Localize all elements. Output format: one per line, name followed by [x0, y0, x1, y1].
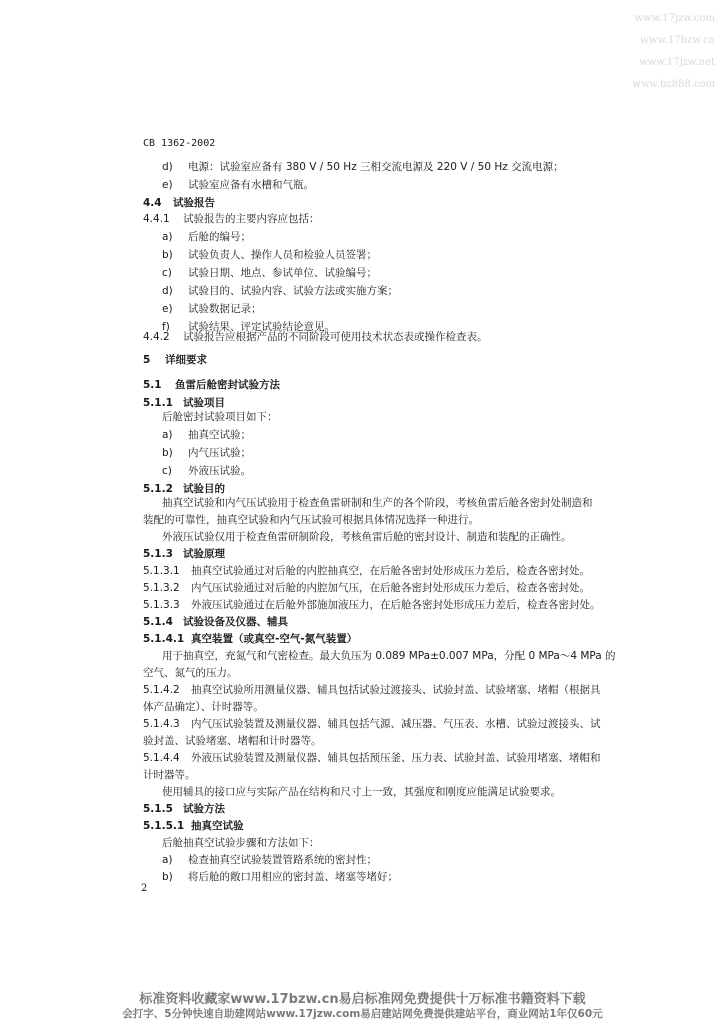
clause-number: 5.1.5.1: [143, 820, 185, 832]
clause-number: 5.1.4.2: [143, 684, 180, 696]
text-line: [143, 378, 280, 392]
clause-number: d): [162, 161, 173, 173]
text-line: [162, 230, 251, 244]
text-line: [162, 464, 251, 478]
clause-text: 抽真空试验和内气压试验用于检查鱼雷研制和生产的各个阶段，考核鱼雷后舱各密封处制造和: [162, 497, 593, 509]
clause-text: 后舱密封试验项目如下：: [162, 411, 278, 423]
text-line: [162, 160, 564, 174]
text-line: [143, 547, 225, 561]
text-line: [162, 178, 314, 192]
text-line: [162, 446, 251, 460]
clause-text: 用于抽真空，充氮气和气密检查。最大负压为 0.089 MPa±0.007 MPa，分配 0 MPa～4 MPa 的: [162, 650, 616, 662]
clause-text: 试验报告应根据产品的不同阶段可使用技术状态表或操作检查表。: [183, 331, 488, 343]
text-line: [143, 564, 590, 578]
footer-line-1[interactable]: 标准资料收藏家www.17bzw.cn易启标准网免费提供十万标准书籍资料下载: [139, 992, 586, 1007]
text-line: [162, 496, 593, 510]
text-line: [162, 853, 377, 867]
footer-line-2[interactable]: 会打字、5分钟快速自助建网站www.17jzw.com易启建站网免费提供建站平台，商业网站1年仅60元: [122, 1008, 603, 1020]
clause-number: 5.1.3: [143, 548, 173, 560]
watermark-line: www.bz888.com: [632, 79, 715, 90]
text-line: [143, 482, 225, 496]
clause-text: 试验项目: [183, 397, 225, 409]
clause-text: 后舱的编号；: [188, 231, 251, 243]
text-line: [143, 666, 238, 680]
clause-number: 5.1.2: [143, 483, 173, 495]
text-line: [162, 302, 262, 316]
clause-text: 试验设备及仪器、辅具: [183, 616, 288, 628]
clause-text: 真空装置（或真空-空气-氮气装置）: [191, 633, 358, 645]
text-line: [143, 196, 215, 210]
clause-number: b): [162, 447, 173, 459]
text-line: [162, 530, 572, 544]
clause-text: 试验目的: [183, 483, 225, 495]
clause-number: f): [162, 321, 170, 333]
clause-text: 试验负责人、操作人员和检验人员签署；: [188, 249, 377, 261]
clause-number: e): [162, 179, 173, 191]
clause-number: 5.1.3.3: [143, 599, 180, 611]
text-line: [162, 410, 278, 424]
clause-text: 装配的可靠性，抽真空试验和内气压试验可根据具体情况选择一种进行。: [143, 514, 479, 526]
text-line: [162, 428, 251, 442]
clause-number: b): [162, 249, 173, 261]
clause-text: 内气压试验通过对后舱的内腔加气压，在后舱各密封处形成压力差后，检查各密封处。: [191, 582, 590, 594]
text-line: [162, 870, 398, 884]
text-line: [143, 819, 244, 833]
clause-number: c): [162, 267, 172, 279]
text-line: [143, 632, 357, 646]
clause-text: 抽真空试验: [191, 820, 244, 832]
clause-text: 抽真空试验所用测量仪器、辅具包括试验过渡接头、试验封盖、试验堵塞、堵帽（根据具: [191, 684, 601, 696]
clause-number: 4.4: [143, 197, 162, 209]
clause-text: 后舱抽真空试验步骤和方法如下：: [162, 837, 320, 849]
text-line: [162, 785, 561, 799]
clause-text: 体产品确定）、计时器等。: [143, 701, 264, 713]
text-line: [162, 284, 398, 298]
watermark: [632, 8, 715, 96]
text-line: [143, 700, 264, 714]
clause-text: 验封盖、试验堵塞、堵帽和计时器等。: [143, 735, 322, 747]
clause-number: b): [162, 871, 173, 883]
clause-text: 试验报告的主要内容应包括：: [183, 213, 320, 225]
watermark-line: www.17bzw.cn: [640, 35, 715, 46]
text-line: [162, 266, 377, 280]
clause-text: 外液压试验装置及测量仪器、辅具包括预压釜、压力表、试验封盖、试验用堵塞、堵帽和: [191, 752, 601, 764]
clause-number: 5.1.4.1: [143, 633, 185, 645]
clause-number: 5.1.3.1: [143, 565, 180, 577]
clause-text: 试验原理: [183, 548, 225, 560]
clause-number: 4.4.2: [143, 331, 170, 343]
clause-number: 5.1.4: [143, 616, 173, 628]
clause-number: 5.1.5: [143, 803, 173, 815]
text-line: [143, 598, 601, 612]
text-line: [143, 717, 601, 731]
text-line: [143, 513, 479, 527]
text-line: [162, 836, 320, 850]
clause-number: a): [162, 231, 173, 243]
clause-number: c): [162, 465, 172, 477]
text-line: [143, 683, 601, 697]
clause-number: 5.1.1: [143, 397, 173, 409]
text-line: [162, 248, 377, 262]
text-line: [143, 581, 590, 595]
clause-text: 检查抽真空试验装置管路系统的密封性；: [188, 854, 377, 866]
watermark-line: www.17jzw.net: [639, 57, 715, 68]
text-line: [143, 330, 488, 344]
clause-text: 详细要求: [165, 354, 207, 366]
text-line: [143, 734, 322, 748]
clause-text: 试验日期、地点、参试单位、试验编号；: [188, 267, 377, 279]
text-line: [143, 615, 288, 629]
text-line: [143, 768, 196, 782]
clause-number: d): [162, 285, 173, 297]
clause-text: 外液压试验。: [188, 465, 251, 477]
clause-text: 鱼雷后舱密封试验方法: [175, 379, 280, 391]
clause-number: a): [162, 429, 173, 441]
text-line: [143, 396, 225, 410]
text-line: [162, 649, 616, 663]
clause-text: 内气压试验装置及测量仪器、辅具包括气源、减压器、气压表、水槽、试验过渡接头、试: [191, 718, 601, 730]
clause-text: 将后舱的敞口用相应的密封盖、堵塞等堵好；: [188, 871, 398, 883]
clause-text: 电源：试验室应备有 380 V / 50 Hz 三相交流电源及 220 V / 50 Hz 交流电源；: [188, 161, 564, 173]
clause-text: 试验目的、试验内容、试验方法或实施方案；: [188, 285, 398, 297]
clause-text: 计时器等。: [143, 769, 196, 781]
clause-number: 5.1.4.4: [143, 752, 180, 764]
clause-number: 5: [143, 354, 151, 366]
clause-number: e): [162, 303, 173, 315]
text-line: [143, 353, 207, 367]
clause-text: 空气、氮气的压力。: [143, 667, 238, 679]
clause-number: a): [162, 854, 173, 866]
document-code-header: CB 1362-2002: [143, 138, 216, 149]
clause-text: 试验数据记录；: [188, 303, 262, 315]
clause-text: 抽真空试验；: [188, 429, 251, 441]
clause-text: 外液压试验仅用于检查鱼雷研制阶段，考核鱼雷后舱的密封设计、制造和装配的正确性。: [162, 531, 572, 543]
clause-text: 试验室应备有水槽和气瓶。: [188, 179, 314, 191]
text-line: [143, 212, 320, 226]
text-line: [143, 751, 601, 765]
clause-text: 内气压试验；: [188, 447, 251, 459]
watermark-line: www.17jzw.com: [634, 13, 715, 24]
clause-number: 4.4.1: [143, 213, 170, 225]
clause-text: 使用辅具的接口应与实际产品在结构和尺寸上一致，其强度和刚度应能满足试验要求。: [162, 786, 561, 798]
clause-text: 试验报告: [173, 197, 215, 209]
page-number: 2: [141, 883, 148, 894]
clause-text: 抽真空试验通过对后舱的内腔抽真空，在后舱各密封处形成压力差后，检查各密封处。: [191, 565, 590, 577]
clause-text: 试验结果、评定试验结论意见。: [188, 321, 335, 333]
clause-text: 外液压试验通过在后舱外部施加液压力，在后舱各密封处形成压力差后，检查各密封处。: [191, 599, 601, 611]
clause-number: 5.1.4.3: [143, 718, 180, 730]
clause-number: 5.1.3.2: [143, 582, 180, 594]
clause-text: 试验方法: [183, 803, 225, 815]
clause-number: 5.1: [143, 379, 162, 391]
text-line: [143, 802, 225, 816]
